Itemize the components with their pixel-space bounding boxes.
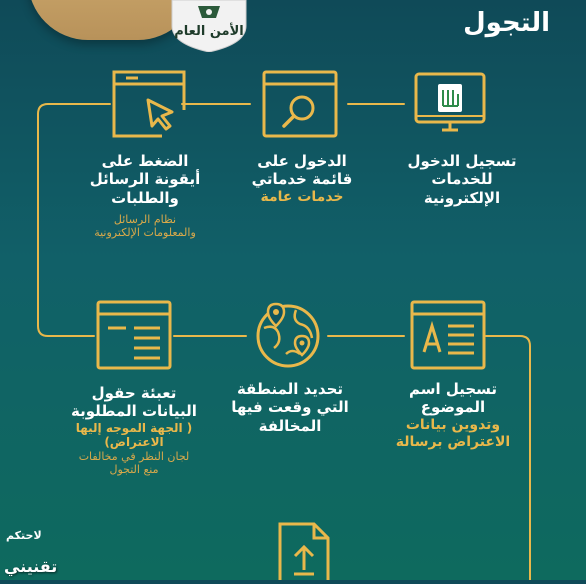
form-window-icon — [96, 300, 172, 370]
step1-line-2: للخدمات — [431, 170, 493, 189]
bottom-icon-box — [278, 522, 330, 580]
step3-label — [70, 152, 220, 240]
search-window-icon — [262, 70, 338, 138]
step6-accent-1: وتدوين بيانات — [405, 416, 501, 433]
step5-label — [220, 380, 360, 435]
watermark-top-text: لاحتكم — [6, 529, 42, 542]
absher-monitor-icon — [414, 72, 486, 138]
step6-line-2: الموضوع — [420, 398, 486, 417]
step4-icon-box — [96, 300, 172, 370]
step5-line-2: التي وقعت فيها — [231, 398, 349, 417]
step3-line-3: والطلبات — [111, 188, 179, 207]
step1-label — [392, 152, 532, 207]
step1-line-1: تسجيل الدخول — [407, 152, 517, 170]
step2-line-2: قائمة خدماتي — [251, 170, 353, 189]
step2-accent-1: خدمات عامة — [260, 188, 344, 205]
step4-label — [54, 384, 214, 477]
step1-icon-box — [414, 72, 486, 138]
step5-icon-box — [252, 298, 324, 370]
document-text-icon — [410, 300, 486, 370]
step2-line-1: الدخول على — [257, 152, 347, 170]
step6-line-1: تسجيل اسم — [408, 380, 498, 398]
step2-label — [232, 152, 372, 206]
step6-label — [378, 380, 528, 451]
step1-line-3: الإلكترونية — [423, 188, 501, 207]
step3-line-2: أيقونة الرسائل — [89, 170, 201, 189]
step3-sub-2: والمعلومات الإلكترونية — [94, 226, 196, 240]
step4-accent-1: ( الجهة الموجه إليها — [75, 420, 193, 435]
emblem-label: الأمن العام — [174, 24, 244, 39]
step4-sub-1: لجان النظر في مخالفات — [78, 449, 190, 463]
step3-sub-1: نظام الرسائل — [113, 212, 177, 226]
step4-line-1: تعبئة حقول — [91, 384, 177, 402]
step2-icon-box — [262, 70, 338, 138]
step3-line-1: الضغط على — [101, 152, 189, 170]
step4-line-2: البيانات المطلوبة — [71, 402, 197, 421]
upload-document-icon — [278, 522, 330, 580]
step6-accent-2: الاعتراض برسالة — [395, 433, 511, 450]
step4-sub-2: منع التجول — [109, 463, 159, 477]
step4-accent-2: الاعتراض) — [104, 435, 164, 450]
connector-6-end — [486, 336, 530, 580]
globe-location-icon — [252, 298, 324, 370]
step3-icon-box — [112, 70, 186, 138]
step5-line-1: تحديد المنطقة — [236, 380, 344, 398]
step5-line-3: المخالفة — [258, 416, 322, 435]
step6-icon-box — [410, 300, 486, 370]
cursor-window-icon — [112, 70, 186, 138]
watermark-logo-text: تقنيني — [4, 557, 58, 576]
page-title: التجول — [463, 8, 550, 38]
site-watermark — [0, 516, 74, 580]
